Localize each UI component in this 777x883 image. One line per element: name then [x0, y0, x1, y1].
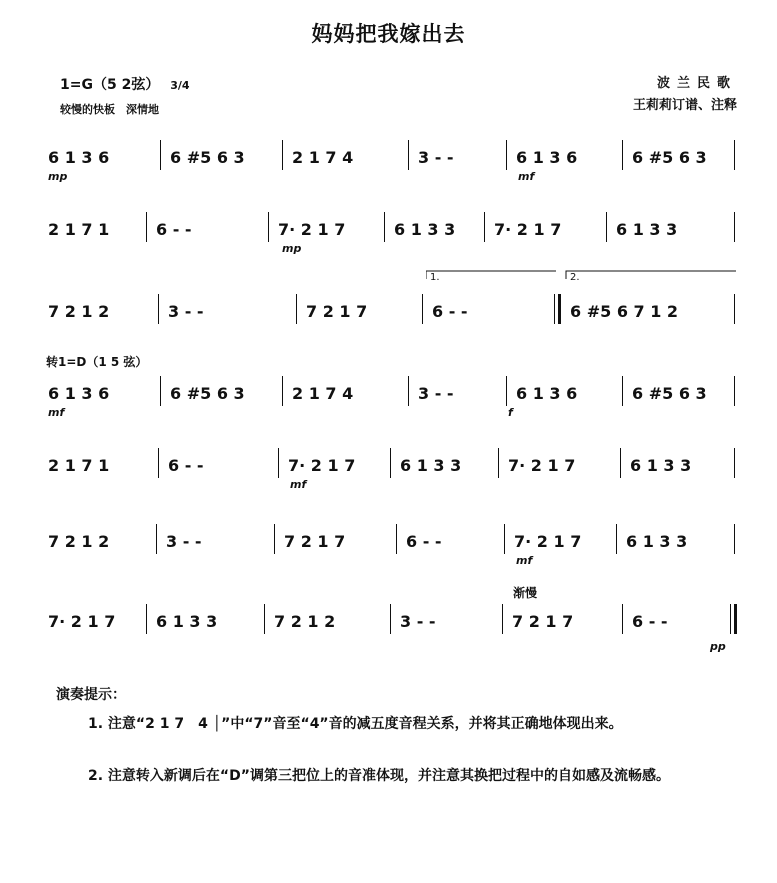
staff-row-5 — [46, 448, 736, 491]
staff-row-1-notes — [46, 140, 736, 180]
measure: 6 #5 6 7 1 2 — [570, 302, 679, 321]
measure: 3 - - — [418, 384, 454, 403]
key-signature — [60, 74, 190, 94]
measure: 3 - - — [166, 532, 202, 551]
measure: 6 #5 6 3 — [170, 148, 245, 167]
staff-row-2 — [46, 212, 736, 255]
barline — [734, 212, 735, 242]
ending-brackets — [426, 270, 736, 280]
barline — [408, 140, 409, 170]
measure: 6 - - — [632, 612, 668, 631]
measure: 6 - - — [432, 302, 468, 321]
rit-marking: 渐慢 — [513, 586, 538, 600]
dynamic-mark: mf — [516, 554, 533, 567]
measure: 6 1 3 6 — [48, 384, 110, 403]
barline — [734, 376, 735, 406]
measure: 2 1 7 4 — [292, 384, 354, 403]
measure: 7 2 1 7 — [306, 302, 368, 321]
measure: 6 - - — [406, 532, 442, 551]
dynamic-mark: mp — [282, 242, 302, 255]
measure: 3 - - — [168, 302, 204, 321]
barline — [158, 448, 159, 478]
staff-row-4 — [46, 376, 736, 419]
measure: 6 #5 6 3 — [632, 148, 707, 167]
measure: 6 1 3 3 — [394, 220, 456, 239]
barline — [264, 604, 265, 634]
measure: 6 - - — [168, 456, 204, 475]
barline — [484, 212, 485, 242]
barline — [734, 524, 735, 554]
barline — [282, 140, 283, 170]
measure: 6 1 3 6 — [516, 148, 578, 167]
barline — [506, 376, 507, 406]
source-label: 波兰民歌 — [656, 76, 737, 91]
barline — [498, 448, 499, 478]
dynamic-mark: pp — [710, 640, 726, 653]
measure: 2 1 7 1 — [48, 220, 110, 239]
barline — [506, 140, 507, 170]
first-ending: 1. — [430, 272, 440, 283]
measure: 6 #5 6 3 — [632, 384, 707, 403]
barline — [622, 604, 623, 634]
barline — [296, 294, 297, 324]
dynamic-mark: f — [508, 406, 513, 419]
barline — [158, 294, 159, 324]
measure: 2 1 7 4 — [292, 148, 354, 167]
measure: 7· 2 1 7 — [514, 532, 582, 551]
staff-row-2-notes — [46, 212, 736, 252]
staff-row-7 — [46, 604, 736, 653]
barline — [408, 376, 409, 406]
measure: 7 2 1 7 — [512, 612, 574, 631]
barline — [622, 140, 623, 170]
measure: 6 1 3 3 — [400, 456, 462, 475]
final-barline-thick — [734, 604, 737, 634]
measure: 7 2 1 2 — [274, 612, 336, 631]
final-barline-thin — [730, 604, 731, 634]
time-signature: 3/4 — [170, 79, 190, 92]
barline — [616, 524, 617, 554]
measure: 6 1 3 6 — [48, 148, 110, 167]
dynamic-mark: mf — [518, 170, 535, 183]
tip-1: 1. 注意“2 1 7 4 │”中“7”音至“4”音的减五度音程关系，并将其正确地体现出来。 — [88, 716, 623, 732]
barline — [268, 212, 269, 242]
barline — [422, 294, 423, 324]
key-signature-text: 1=G（5 2弦） — [60, 77, 160, 93]
barline — [274, 524, 275, 554]
barline — [278, 448, 279, 478]
barline — [734, 448, 735, 478]
barline — [384, 212, 385, 242]
staff-row-3 — [46, 272, 736, 334]
barline — [502, 604, 503, 634]
measure: 7 2 1 7 — [284, 532, 346, 551]
staff-row-1 — [46, 140, 736, 183]
measure: 6 1 3 6 — [516, 384, 578, 403]
measure: 7· 2 1 7 — [494, 220, 562, 239]
repeat-barline — [554, 294, 555, 324]
measure: 2 1 7 1 — [48, 456, 110, 475]
barline — [390, 448, 391, 478]
barline — [622, 376, 623, 406]
measure: 7 2 1 2 — [48, 302, 110, 321]
measure: 6 - - — [156, 220, 192, 239]
tip-2: 2. 注意转入新调后在“D”调第三把位上的音准体现，并注意其换把过程中的自如感及流畅感。 — [88, 768, 670, 784]
staff-row-5-notes — [46, 448, 736, 488]
measure: 7· 2 1 7 — [278, 220, 346, 239]
modulation-marking: 转1=D（1 5 弦） — [46, 355, 148, 369]
measure: 7· 2 1 7 — [288, 456, 356, 475]
page-title: 妈妈把我嫁出去 — [311, 22, 466, 46]
measure: 6 1 3 3 — [616, 220, 678, 239]
barline — [620, 448, 621, 478]
barline — [396, 524, 397, 554]
staff-row-4-notes — [46, 376, 736, 416]
staff-row-3-notes — [46, 294, 736, 334]
staff-row-6-notes — [46, 524, 736, 564]
barline — [160, 376, 161, 406]
measure: 6 1 3 3 — [626, 532, 688, 551]
barline — [282, 376, 283, 406]
measure: 3 - - — [418, 148, 454, 167]
repeat-barline-thick — [558, 294, 561, 324]
barline — [156, 524, 157, 554]
tips-heading: 演奏提示： — [56, 687, 126, 703]
measure: 7· 2 1 7 — [508, 456, 576, 475]
measure: 6 1 3 3 — [630, 456, 692, 475]
barline — [606, 212, 607, 242]
barline — [734, 140, 735, 170]
barline — [160, 140, 161, 170]
dynamic-mark: mp — [48, 170, 68, 183]
measure: 7· 2 1 7 — [48, 612, 116, 631]
staff-row-7-notes — [46, 604, 736, 644]
barline — [390, 604, 391, 634]
dynamic-mark: mf — [290, 478, 307, 491]
arranger-label: 王莉莉订谱、注释 — [632, 98, 737, 113]
measure: 6 #5 6 3 — [170, 384, 245, 403]
tempo-marking: 较慢的快板 深情地 — [60, 103, 159, 116]
measure: 6 1 3 3 — [156, 612, 218, 631]
measure: 7 2 1 2 — [48, 532, 110, 551]
barline — [146, 212, 147, 242]
second-ending: 2. — [570, 272, 580, 283]
barline — [146, 604, 147, 634]
barline — [734, 294, 735, 324]
barline — [504, 524, 505, 554]
staff-row-6 — [46, 524, 736, 567]
dynamic-mark: mf — [48, 406, 65, 419]
measure: 3 - - — [400, 612, 436, 631]
